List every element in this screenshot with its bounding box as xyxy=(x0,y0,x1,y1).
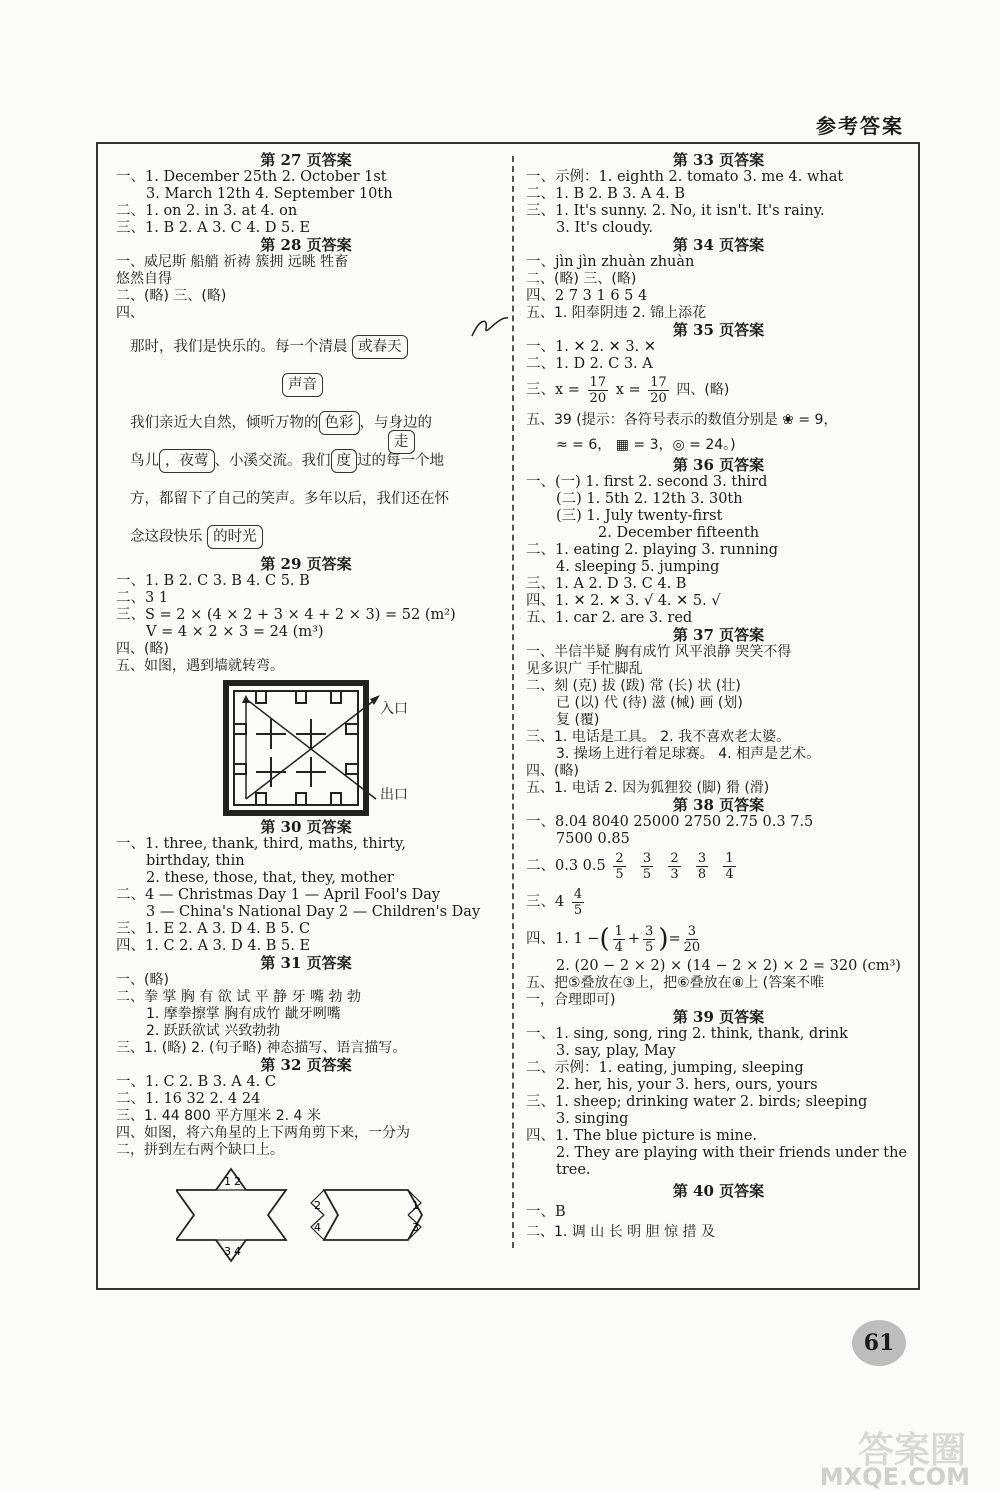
p35-line-1: 一、1. ✕ 2. ✕ 3. ✕ xyxy=(526,339,656,355)
fraction-denominator: 5 xyxy=(642,866,652,882)
p34-line-3: 四、2 7 3 1 6 5 4 xyxy=(526,288,648,304)
p27-line-3: 二、1. on 2. in 3. at 4. on xyxy=(116,203,298,219)
p38-l5-text: 四、1. 1 − xyxy=(526,931,600,947)
p39-line-4: 2. her, his, your 3. hers, ours, yours xyxy=(556,1077,818,1093)
fraction-denominator: 4 xyxy=(614,939,623,955)
p36-line-2: (二) 1. 5th 2. 12th 3. 30th xyxy=(556,491,743,507)
rect-label-4: 4 xyxy=(314,1221,321,1234)
fraction-numerator: 2 xyxy=(615,850,624,866)
p29-line-4: V = 4 × 2 × 3 = 24 (m³) xyxy=(146,624,324,640)
fraction-denominator: 5 xyxy=(645,939,654,955)
star-label-3: 3 xyxy=(224,1245,231,1258)
p28-line-1: 一、威尼斯 船艄 祈祷 簇拥 远眺 牲畜 xyxy=(116,254,349,270)
rect-label-1: 1 xyxy=(412,1199,419,1212)
insert-curl-mark xyxy=(470,314,510,340)
fraction-denominator: 20 xyxy=(589,390,607,406)
p35-l3a: 三、x = xyxy=(526,382,580,398)
p28-correction-paragraph xyxy=(116,328,496,556)
para-box-du: 度 xyxy=(331,449,358,473)
p38-fraction-c xyxy=(668,851,680,882)
answer-box xyxy=(96,142,920,1290)
fraction-denominator: 3 xyxy=(670,866,679,882)
p35-l3c: 四、(略) xyxy=(676,382,730,398)
p32-line-5: 二，拼到左右两个缺口上。 xyxy=(116,1142,284,1158)
p36-line-5: 二、1. eating 2. playing 3. running xyxy=(526,542,779,558)
p30-line-1: 一、1. three, thank, third, maths, thirty, xyxy=(116,836,406,852)
maze-svg xyxy=(206,679,466,819)
p33-line-3: 三、1. It's sunny. 2. No, it isn't. It's rainy. xyxy=(526,203,825,219)
para-box-spring: 或春天 xyxy=(352,335,408,359)
equals-sign: = xyxy=(668,931,681,947)
p39-line-2: 3. say, play, May xyxy=(556,1043,676,1059)
fraction-denominator: 8 xyxy=(697,866,707,882)
p38-fraction-i xyxy=(684,924,701,955)
p37-line-8: 四、(略) xyxy=(526,763,579,779)
section-title-p39: 第 39 页答案 xyxy=(672,1008,765,1026)
column-divider xyxy=(512,156,514,1248)
star-label-2: 2 xyxy=(234,1175,241,1188)
p32-line-4: 四、如图，将六角星的上下两角剪下来，一分为 xyxy=(116,1125,410,1141)
star-label-4: 4 xyxy=(234,1245,241,1258)
p38-fraction-f xyxy=(572,887,584,918)
section-title-p31: 第 31 页答案 xyxy=(260,954,352,972)
p32-line-3: 三、1. 44 800 平方厘米 2. 4 米 xyxy=(116,1108,321,1124)
p38-fraction-g xyxy=(613,924,625,955)
p39-line-3: 二、示例：1. eating, jumping, sleeping xyxy=(526,1060,804,1076)
star-label-1: 1 xyxy=(224,1175,231,1188)
para-box-sound: 声音 xyxy=(282,373,323,397)
p37-line-4: 已 (以) 代 (待) 滋 (械) 画 (划) xyxy=(556,695,743,711)
p38-fraction-a xyxy=(613,851,625,882)
rect-label-3: 3 xyxy=(412,1221,419,1234)
fraction-numerator: 17 xyxy=(589,374,607,390)
para-text-g: 鸟儿 xyxy=(130,453,159,469)
section-title-p38: 第 38 页答案 xyxy=(672,796,765,814)
maze-exit-label: 出口 xyxy=(380,787,408,803)
p37-line-6: 三、1. 电话是工具。 2. 我不喜欢老太婆。 xyxy=(526,729,791,745)
p35-line-5: ≈ = 6， ▦ = 3，◎ = 24。) xyxy=(556,437,736,453)
p35-fraction-2 xyxy=(648,375,669,406)
star-svg xyxy=(176,1165,516,1265)
section-title-p27: 第 27 页答案 xyxy=(260,151,352,169)
p30-line-2: birthday, thin xyxy=(146,853,245,869)
p32-line-2: 二、1. 16 32 2. 4 24 xyxy=(116,1091,261,1107)
watermark-logo: 答案圈 xyxy=(857,1430,966,1471)
para-text-f: ，与身边的 xyxy=(359,415,432,431)
fraction-denominator: 20 xyxy=(650,390,667,406)
p36-line-3: (三) 1. July twenty-first xyxy=(556,508,723,524)
p29-line-1: 一、1. B 2. C 3. B 4. C 5. B xyxy=(116,573,310,589)
p40-line-2: 二、1. 调 山 长 明 胆 惊 措 及 xyxy=(526,1224,715,1240)
fraction-numerator: 3 xyxy=(642,850,652,866)
p29-line-3: 三、S = 2 × (4 × 2 + 3 × 4 + 2 × 3) = 52 (m²) xyxy=(116,607,456,623)
section-title-p29: 第 29 页答案 xyxy=(260,555,352,573)
p37-line-3: 二、刻 (克) 拔 (跋) 常 (长) 状 (壮) xyxy=(526,678,741,694)
p29-line-5: 四、(略) xyxy=(116,641,169,657)
p30-line-4: 二、4 — Christmas Day 1 — April Fool's Day xyxy=(116,887,441,903)
p40-line-1: 一、B xyxy=(526,1204,566,1220)
p35-fraction-1 xyxy=(588,375,609,406)
p29-line-2: 二、3 1 xyxy=(116,590,169,606)
fraction-denominator: 4 xyxy=(725,866,734,882)
p38-line-7: 五、把⑤叠放在③上，把⑥叠放在⑧上 (答案不唯 xyxy=(526,975,825,991)
p30-line-5: 3 — China's National Day 2 — Children's Day xyxy=(146,904,481,920)
p36-line-9: 五、1. car 2. are 3. red xyxy=(526,610,693,626)
fraction-numerator: 17 xyxy=(650,374,667,390)
p38-fraction-b xyxy=(641,851,653,882)
p39-line-9: tree. xyxy=(556,1162,591,1178)
fraction-numerator: 2 xyxy=(670,850,679,866)
fraction-numerator: 3 xyxy=(697,850,707,866)
para-box-color: 色彩 xyxy=(319,411,360,435)
p37-line-7: 3. 操场上进行着足球赛。 4. 相声是艺术。 xyxy=(556,746,821,762)
fraction-numerator: 1 xyxy=(725,850,734,866)
fraction-denominator: 5 xyxy=(615,866,624,882)
page-header-title: 参考答案 xyxy=(816,114,904,138)
p39-line-7: 四、1. The blue picture is mine. xyxy=(526,1128,758,1144)
p37-line-9: 五、1. 电话 2. 因为狐狸狡 (脚) 猾 (滑) xyxy=(526,780,770,796)
p28-line-2: 悠然自得 xyxy=(116,271,172,287)
p32-line-1: 一、1. C 2. B 3. A 4. C xyxy=(116,1074,276,1090)
section-title-p32: 第 32 页答案 xyxy=(260,1056,352,1074)
para-text-n: 念这段快乐 xyxy=(130,529,203,545)
para-box-nightingale: ，夜莺 xyxy=(159,449,215,473)
fraction-numerator: 3 xyxy=(687,923,697,939)
p31-line-4: 2. 跃跃欲试 兴致勃勃 xyxy=(146,1023,281,1039)
p39-line-1: 一、1. sing, song, ring 2. think, thank, drink xyxy=(526,1026,848,1042)
p34-line-4: 五、1. 阳奉阴违 2. 锦上添花 xyxy=(526,305,707,321)
section-title-p37: 第 37 页答案 xyxy=(672,626,765,644)
p31-line-2: 二、拳 掌 胸 有 欲 试 平 静 牙 嘴 勃 勃 xyxy=(116,989,361,1005)
p39-line-5: 三、1. sheep; drinking water 2. birds; sleeping xyxy=(526,1094,868,1110)
p38-line-6: 2. (20 − 2 × 2) × (14 − 2 × 2) × 2 = 320 (cm³) xyxy=(556,958,901,974)
p33-line-1: 一、示例：1. eighth 2. tomato 3. me 4. what xyxy=(526,169,844,185)
p28-line-4: 四、 xyxy=(116,305,144,321)
fraction-numerator: 3 xyxy=(645,923,654,939)
para-text-i: 、小溪交流。我们 xyxy=(214,453,331,469)
p36-line-4: 2. December fifteenth xyxy=(598,525,760,541)
star-figure xyxy=(116,1165,496,1265)
p27-line-1: 一、1. December 25th 2. October 1st xyxy=(116,169,387,185)
para-text-m: 方，都留下了自己的笑声。多年以后，我们还在怀 xyxy=(130,491,449,507)
section-title-p33: 第 33 页答案 xyxy=(672,151,765,169)
p38-line-1: 一、8.04 8040 25000 2750 2.75 0.3 7.5 xyxy=(526,814,814,830)
p37-line-5: 复 (覆) xyxy=(556,712,600,728)
para-text-d: 我们亲近大自然，倾听万物的 xyxy=(130,415,319,431)
plus-sign: + xyxy=(627,931,641,947)
p27-line-4: 三、1. B 2. A 3. C 4. D 5. E xyxy=(116,220,311,236)
section-title-p34: 第 34 页答案 xyxy=(672,236,765,254)
p38-line-5: 四、1. 1 −( $\frac{1}{4}$ + $\frac{3}{5}$ )= $\frac{3}{20}$ xyxy=(526,923,701,955)
section-title-p30: 第 30 页答案 xyxy=(260,818,352,836)
p38-line-8: 一，合理即可) xyxy=(526,992,616,1008)
para-box-walk: 走 xyxy=(388,430,415,454)
fraction-numerator: 1 xyxy=(614,923,623,939)
right-column xyxy=(526,152,911,1243)
p36-line-6: 4. sleeping 5. jumping xyxy=(556,559,720,575)
p35-l3b: x = xyxy=(615,382,641,398)
p36-line-1: 一、(一) 1. first 2. second 3. third xyxy=(526,474,768,490)
p33-line-2: 二、1. B 2. B 3. A 4. B xyxy=(526,186,686,202)
p38-l4-text: 三、4 xyxy=(526,894,565,910)
p35-line-3 xyxy=(526,373,911,407)
watermark-url: MXQE.COM xyxy=(819,1463,970,1491)
p36-line-7: 三、1. A 2. D 3. C 4. B xyxy=(526,576,687,592)
fraction-numerator: 4 xyxy=(573,886,583,902)
p27-line-2: 3. March 12th 4. September 10th xyxy=(146,186,393,202)
p37-line-2: 见多识广 手忙脚乱 xyxy=(526,661,643,677)
para-text-l: 过的每一个地 xyxy=(357,453,444,469)
maze-entry-label: 入口 xyxy=(380,701,408,717)
p31-line-3: 1. 摩拳擦掌 胸有成竹 龇牙咧嘴 xyxy=(146,1006,341,1022)
fraction-denominator: 20 xyxy=(683,939,701,955)
p38-line-2: 7500 0.85 xyxy=(556,831,630,847)
p38-fraction-e xyxy=(723,851,735,882)
para-text-a: 那时，我们是快乐的。每一个清晨 xyxy=(130,339,348,355)
p30-line-7: 四、1. C 2. A 3. D 4. B 5. E xyxy=(116,938,311,954)
fraction-denominator: 5 xyxy=(573,902,583,918)
p37-line-1: 一、半信半疑 胸有成竹 风平浪静 哭笑不得 xyxy=(526,644,792,660)
p35-line-2: 二、1. D 2. C 3. A xyxy=(526,356,653,372)
section-title-p36: 第 36 页答案 xyxy=(672,456,765,474)
p30-line-6: 三、1. E 2. A 3. D 4. B 5. C xyxy=(116,921,311,937)
p38-line-3 xyxy=(526,848,911,884)
rect-label-2: 2 xyxy=(314,1199,321,1212)
p34-line-1: 一、jìn jìn zhuàn zhuàn xyxy=(526,254,695,270)
p35-line-4: 五、39 (提示：各符号表示的数值分别是 ❀ = 9， xyxy=(526,412,838,428)
p38-l3-text: 二、0.3 0.5 xyxy=(526,858,606,874)
p39-line-6: 3. singing xyxy=(556,1111,629,1127)
p28-line-3: 二、(略) 三、(略) xyxy=(116,288,227,304)
para-box-time: 的时光 xyxy=(207,525,263,549)
p34-line-2: 二、(略) 三、(略) xyxy=(526,271,637,287)
p36-line-8: 四、1. ✕ 2. ✕ 3. √ 4. ✕ 5. √ xyxy=(526,593,721,609)
maze-figure xyxy=(116,679,496,819)
p30-line-3: 2. these, those, that, they, mother xyxy=(146,870,394,886)
p39-line-8: 2. They are playing with their friends under the xyxy=(556,1145,907,1161)
p38-fraction-d xyxy=(696,851,708,882)
section-title-p40: 第 40 页答案 xyxy=(672,1182,765,1200)
p29-line-6: 五、如图，遇到墙就转弯。 xyxy=(116,658,284,674)
p31-line-5: 三、1. (略) 2. (句子略) 神态描写、语言描写。 xyxy=(116,1040,407,1056)
section-title-p35: 第 35 页答案 xyxy=(672,321,765,339)
left-column xyxy=(116,152,496,1265)
p38-fraction-h xyxy=(643,924,655,955)
p33-line-4: 3. It's cloudy. xyxy=(556,220,654,236)
p38-line-4 xyxy=(526,884,911,920)
section-title-p28: 第 28 页答案 xyxy=(260,236,352,254)
page-number-badge: 61 xyxy=(852,1320,906,1366)
p31-line-1: 一、(略) xyxy=(116,972,169,988)
